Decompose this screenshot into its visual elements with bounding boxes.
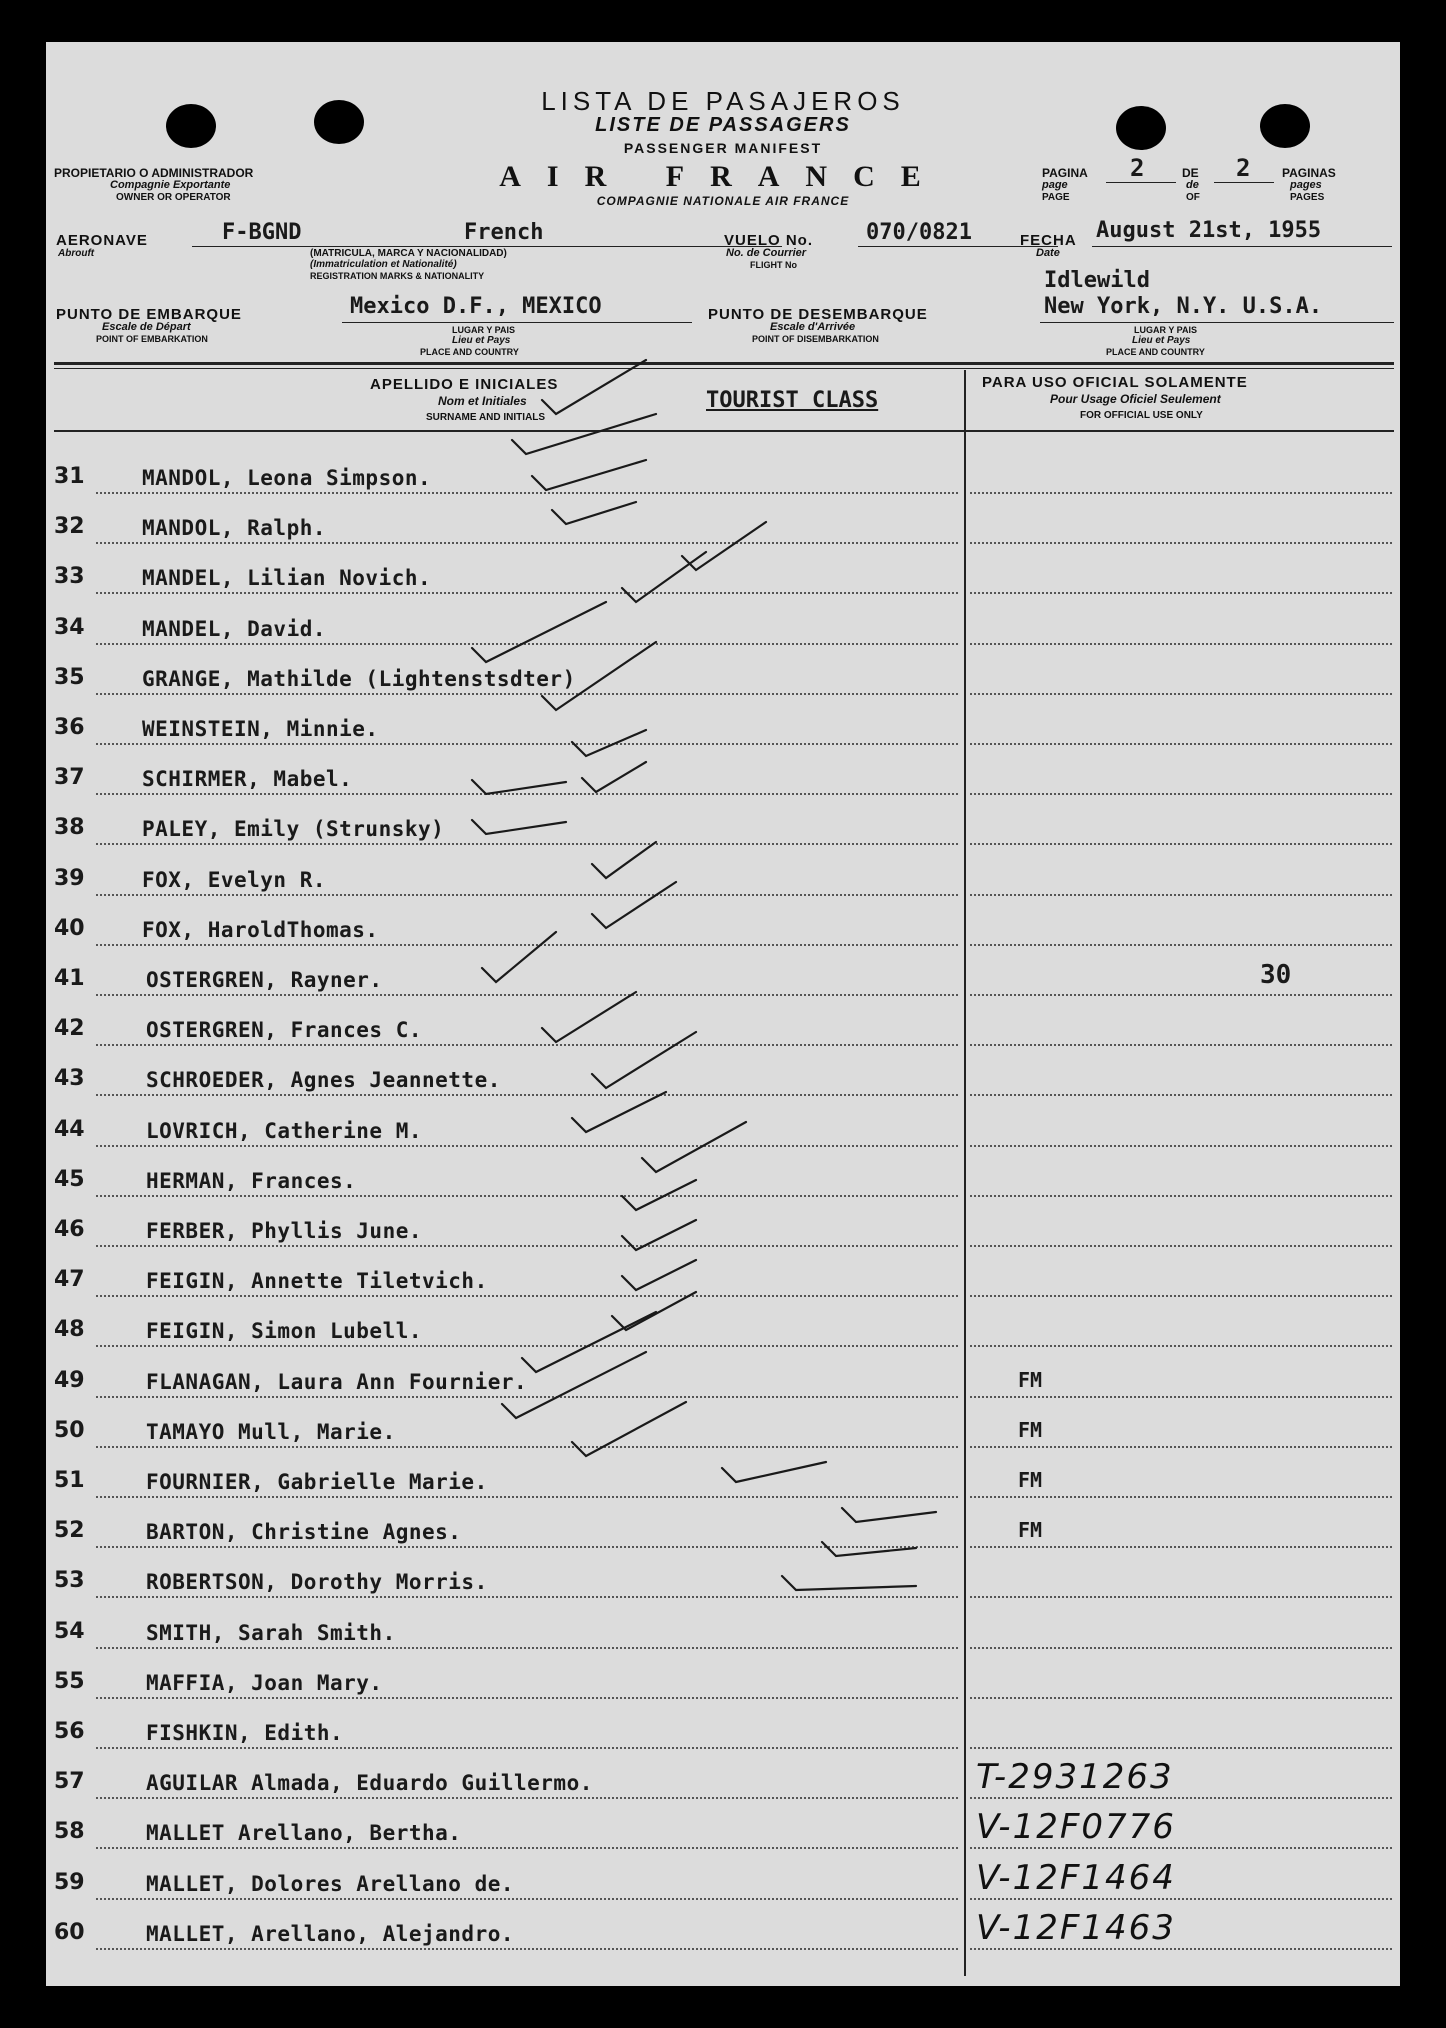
passenger-name: ROBERTSON, Dorothy Morris. <box>146 1570 488 1594</box>
pages-label-fr: pages <box>1290 179 1322 191</box>
row-number: 45 <box>54 1167 85 1192</box>
pages-label: PAGINAS <box>1282 166 1336 180</box>
tourist-class-label: TOURIST CLASS <box>706 388 879 413</box>
flight-label-fr: No. de Courrier <box>726 247 807 259</box>
title-fr: LISTE DE PASSAGERS <box>595 114 851 136</box>
embark-value: Mexico D.F., MEXICO <box>350 294 602 319</box>
column-header-official-fr: Pour Usage Oficiel Seulement <box>1050 392 1221 406</box>
handwritten-id-number: V-12F1464 <box>976 1858 1176 1898</box>
passenger-name: GRANGE, Mathilde (Lightenstsdter) <box>142 667 576 691</box>
pages-label-en: PAGES <box>1290 192 1325 203</box>
disembark-sub2: Lieu et Pays <box>1132 335 1191 346</box>
row-number: 48 <box>54 1317 85 1342</box>
row-number: 38 <box>54 815 85 840</box>
de-label-fr: de <box>1186 179 1199 191</box>
passenger-name: FEIGIN, Simon Lubell. <box>146 1319 423 1343</box>
row-number: 44 <box>54 1117 85 1142</box>
handwritten-id-number: V-12F1463 <box>976 1908 1176 1948</box>
disembark-sub3: PLACE AND COUNTRY <box>1106 347 1205 357</box>
de-label: DE <box>1182 166 1199 180</box>
passenger-name: MANDOL, Ralph. <box>142 516 327 540</box>
disembark-value-line2: New York, N.Y. U.S.A. <box>1044 294 1323 319</box>
flight-label-en: FLIGHT No <box>750 260 797 270</box>
row-number: 36 <box>54 715 85 740</box>
aircraft-registration: F-BGND <box>222 220 302 245</box>
passenger-name: FERBER, Phyllis June. <box>146 1219 423 1243</box>
row-number: 32 <box>54 514 85 539</box>
official-mark: FM <box>1018 1368 1043 1392</box>
check-mark <box>472 602 606 662</box>
disembark-label: PUNTO DE DESEMBARQUE <box>708 306 928 323</box>
check-mark <box>542 360 646 414</box>
passenger-name: MALLET, Arellano, Alejandro. <box>146 1922 515 1946</box>
check-mark <box>572 1402 686 1456</box>
row-number: 54 <box>54 1619 85 1644</box>
column-header-names: APELLIDO E INICIALES <box>370 376 559 393</box>
check-mark <box>782 1576 916 1590</box>
check-mark <box>472 780 566 794</box>
owner-label: PROPIETARIO O ADMINISTRADOR <box>54 166 254 180</box>
page-label-fr: page <box>1042 179 1068 191</box>
check-mark <box>622 552 706 602</box>
column-header-names-fr: Nom et Initiales <box>438 394 527 408</box>
aircraft-label: AERONAVE <box>56 232 148 249</box>
passenger-name: AGUILAR Almada, Eduardo Guillermo. <box>146 1771 593 1795</box>
owner-label-fr: Compagnie Exportante <box>110 179 231 191</box>
row-number: 53 <box>54 1568 85 1593</box>
row-number: 33 <box>54 564 85 589</box>
check-mark <box>612 1292 696 1330</box>
passenger-name: FOX, HaroldThomas. <box>142 918 379 942</box>
column-header-names-en: SURNAME AND INITIALS <box>426 412 546 423</box>
embark-sub3: PLACE AND COUNTRY <box>420 347 519 357</box>
embark-label: PUNTO DE EMBARQUE <box>56 306 242 323</box>
row-number: 56 <box>54 1719 85 1744</box>
page-label: PAGINA <box>1042 166 1088 180</box>
row-number: 39 <box>54 866 85 891</box>
row-number: 57 <box>54 1769 85 1794</box>
check-mark <box>592 1032 696 1088</box>
passenger-name: FLANAGAN, Laura Ann Fournier. <box>146 1370 528 1394</box>
row-number: 59 <box>54 1870 85 1895</box>
row-number: 42 <box>54 1016 85 1041</box>
passenger-name: LOVRICH, Catherine M. <box>146 1119 423 1143</box>
aircraft-sub1: (MATRICULA, MARCA Y NACIONALIDAD) <box>310 248 507 259</box>
passenger-name: WEINSTEIN, Minnie. <box>142 717 379 741</box>
passenger-name: MANDEL, Lilian Novich. <box>142 566 432 590</box>
page-label-en: PAGE <box>1042 192 1070 203</box>
passenger-name: SCHIRMER, Mabel. <box>142 767 353 791</box>
row-number: 43 <box>54 1066 85 1091</box>
row-number: 31 <box>54 464 85 489</box>
title-en: PASSENGER MANIFEST <box>623 140 823 156</box>
embark-label-fr: Escale de Départ <box>102 321 191 333</box>
row-number: 34 <box>54 615 85 640</box>
check-mark <box>542 642 656 710</box>
page-number: 2 <box>1130 154 1145 182</box>
disembark-label-en: POINT OF DISEMBARKATION <box>752 334 879 344</box>
check-mark <box>682 522 766 570</box>
row-number: 60 <box>54 1920 85 1945</box>
check-mark <box>642 1122 746 1172</box>
check-mark <box>582 762 646 792</box>
check-mark <box>572 730 646 756</box>
disembark-sub1: LUGAR Y PAIS <box>1134 325 1198 335</box>
row-number: 46 <box>54 1217 85 1242</box>
official-mark: FM <box>1018 1418 1043 1442</box>
passenger-name: OSTERGREN, Frances C. <box>146 1018 423 1042</box>
passenger-name: MAFFIA, Joan Mary. <box>146 1671 383 1695</box>
check-mark <box>552 502 636 524</box>
official-count: 30 <box>1260 960 1292 990</box>
owner-label-en: OWNER OR OPERATOR <box>116 192 231 203</box>
passenger-name: FISHKIN, Edith. <box>146 1721 344 1745</box>
check-mark <box>822 1542 916 1556</box>
row-number: 51 <box>54 1468 85 1493</box>
column-header-official: PARA USO OFICIAL SOLAMENTE <box>982 374 1248 391</box>
title-es: LISTA DE PASAJEROS <box>541 86 905 116</box>
embark-label-en: POINT OF EMBARKATION <box>96 334 208 344</box>
flight-label: VUELO No. <box>724 232 814 249</box>
row-number: 55 <box>54 1669 85 1694</box>
check-mark <box>522 1312 656 1372</box>
check-mark <box>842 1508 936 1522</box>
check-mark <box>542 992 636 1042</box>
aircraft-sub2: (Immatriculation et Nationalité) <box>310 259 457 270</box>
row-number: 49 <box>54 1368 85 1393</box>
aircraft-sub3: REGISTRATION MARKS & NATIONALITY <box>310 271 485 281</box>
check-mark <box>482 932 556 982</box>
aircraft-label-fr: Abrouft <box>58 248 95 259</box>
check-mark <box>532 460 646 490</box>
passenger-name: SCHROEDER, Agnes Jeannette. <box>146 1068 501 1092</box>
date-label: FECHA <box>1020 232 1077 249</box>
disembark-label-fr: Escale d'Arrivée <box>770 321 856 333</box>
passenger-name: FOX, Evelyn R. <box>142 868 327 892</box>
airline-name: AIR FRANCE <box>499 160 947 193</box>
disembark-value-line1: Idlewild <box>1044 268 1150 293</box>
check-mark <box>502 1352 646 1418</box>
passenger-name: HERMAN, Frances. <box>146 1169 357 1193</box>
passenger-name: FOURNIER, Gabrielle Marie. <box>146 1470 488 1494</box>
check-mark <box>722 1462 826 1482</box>
pages-total: 2 <box>1236 154 1251 182</box>
passenger-name: TAMAYO Mull, Marie. <box>146 1420 396 1444</box>
check-mark <box>622 1180 696 1210</box>
passenger-name: FEIGIN, Annette Tiletvich. <box>146 1269 488 1293</box>
row-number: 40 <box>54 916 85 941</box>
row-number: 35 <box>54 665 85 690</box>
check-mark <box>512 414 656 454</box>
column-header-official-en: FOR OFFICIAL USE ONLY <box>1080 410 1203 421</box>
check-mark <box>592 842 656 878</box>
handwritten-id-number: T-2931263 <box>976 1757 1174 1797</box>
embark-sub2: Lieu et Pays <box>452 335 511 346</box>
aircraft-nationality: French <box>464 220 544 245</box>
row-number: 41 <box>54 966 85 991</box>
flight-number: 070/0821 <box>866 220 972 245</box>
embark-sub1: LUGAR Y PAIS <box>452 325 516 335</box>
manifest-page <box>46 42 1400 1986</box>
airline-subtitle: COMPAGNIE NATIONALE AIR FRANCE <box>596 194 850 208</box>
check-mark <box>592 882 676 928</box>
passenger-name: BARTON, Christine Agnes. <box>146 1520 462 1544</box>
row-number: 58 <box>54 1819 85 1844</box>
official-mark: FM <box>1018 1468 1043 1492</box>
official-mark: FM <box>1018 1518 1043 1542</box>
passenger-name: MANDOL, Leona Simpson. <box>142 466 432 490</box>
passenger-name: MALLET, Dolores Arellano de. <box>146 1872 515 1896</box>
flight-date: August 21st, 1955 <box>1096 218 1322 243</box>
check-mark <box>572 1092 666 1132</box>
row-number: 37 <box>54 765 85 790</box>
check-mark <box>622 1220 696 1250</box>
row-number: 52 <box>54 1518 85 1543</box>
check-marks <box>46 42 1400 1986</box>
check-mark <box>472 820 566 834</box>
row-number: 50 <box>54 1418 85 1443</box>
passenger-name: MANDEL, David. <box>142 617 327 641</box>
date-label-en: Date <box>1036 247 1060 259</box>
de-label-en: OF <box>1186 192 1200 203</box>
check-mark <box>622 1260 696 1290</box>
passenger-name: OSTERGREN, Rayner. <box>146 968 383 992</box>
passenger-name: MALLET Arellano, Bertha. <box>146 1821 462 1845</box>
handwritten-id-number: V-12F0776 <box>976 1807 1176 1847</box>
row-number: 47 <box>54 1267 85 1292</box>
passenger-name: PALEY, Emily (Strunsky) <box>142 817 445 841</box>
passenger-name: SMITH, Sarah Smith. <box>146 1621 396 1645</box>
